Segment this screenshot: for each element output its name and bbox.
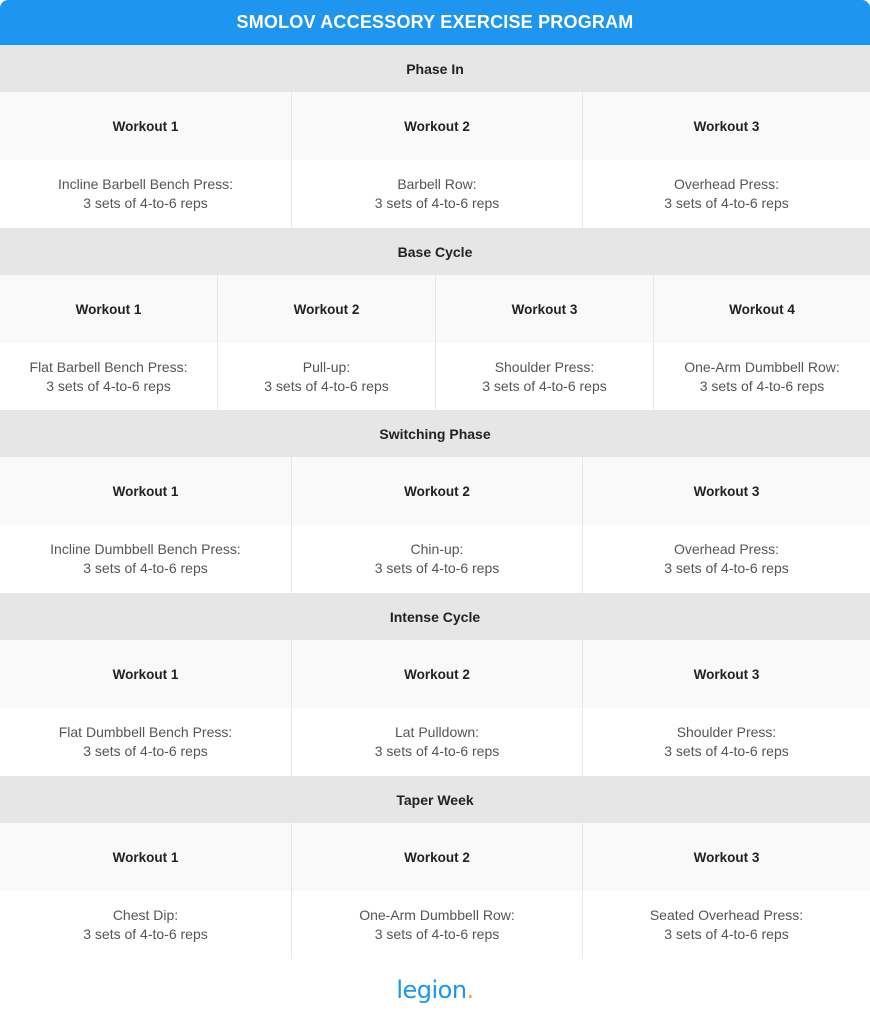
exercise-cell bbox=[217, 343, 435, 410]
exercise-name: Seated Overhead Press: bbox=[649, 907, 804, 923]
exercise-sets: 3 sets of 4-to-6 reps bbox=[699, 377, 825, 394]
workout-header-row bbox=[0, 457, 870, 525]
phase-section-phase-in bbox=[0, 45, 870, 228]
exercise-name: One-Arm Dumbbell Row: bbox=[684, 358, 840, 375]
exercise-sets: 3 sets of 4-to-6 reps bbox=[664, 195, 789, 211]
exercise-sets: 3 sets of 4-to-6 reps bbox=[374, 926, 500, 942]
exercise-sets: 3 sets of 4-to-6 reps bbox=[83, 560, 208, 576]
phase-header: Intense Cycle bbox=[0, 593, 870, 640]
logo-dot: . bbox=[466, 976, 474, 1004]
exercise-name: Shoulder Press: bbox=[676, 724, 777, 740]
phase-header: Base Cycle bbox=[0, 228, 870, 275]
exercise-cell bbox=[582, 160, 870, 228]
workout-label: Workout 3 bbox=[435, 275, 653, 343]
legion-logo bbox=[0, 973, 870, 1007]
exercise-sets: 3 sets of 4-to-6 reps bbox=[83, 195, 208, 211]
phase-section-base-cycle bbox=[0, 228, 870, 410]
workout-label: Workout 4 bbox=[653, 275, 870, 343]
exercise-name: Incline Dumbbell Bench Press: bbox=[50, 541, 241, 557]
exercise-cell bbox=[0, 525, 291, 593]
exercise-name: Flat Barbell Bench Press: bbox=[29, 358, 188, 375]
exercise-row bbox=[0, 525, 870, 593]
exercise-sets: 3 sets of 4-to-6 reps bbox=[83, 926, 208, 942]
workout-header-row bbox=[0, 823, 870, 891]
exercise-cell bbox=[653, 343, 870, 410]
workout-header-row bbox=[0, 275, 870, 343]
logo-text: legion bbox=[396, 976, 467, 1004]
workout-label: Workout 3 bbox=[582, 92, 870, 160]
exercise-cell bbox=[0, 708, 291, 776]
exercise-row bbox=[0, 160, 870, 228]
workout-label: Workout 1 bbox=[0, 275, 217, 343]
exercise-name: Overhead Press: bbox=[673, 541, 780, 557]
workout-label: Workout 3 bbox=[582, 640, 870, 708]
workout-label: Workout 1 bbox=[0, 823, 291, 891]
phase-header: Phase In bbox=[0, 45, 870, 92]
exercise-row bbox=[0, 343, 870, 410]
workout-header-row bbox=[0, 640, 870, 708]
exercise-name: Chin-up: bbox=[410, 541, 464, 557]
exercise-cell bbox=[582, 525, 870, 593]
exercise-name: Flat Dumbbell Bench Press: bbox=[58, 724, 233, 740]
exercise-sets: 3 sets of 4-to-6 reps bbox=[664, 926, 789, 942]
exercise-name: Incline Barbell Bench Press: bbox=[57, 176, 234, 192]
exercise-cell bbox=[291, 160, 582, 228]
workout-label: Workout 1 bbox=[0, 457, 291, 525]
exercise-cell bbox=[0, 891, 291, 959]
phase-header: Switching Phase bbox=[0, 410, 870, 457]
workout-header-row bbox=[0, 92, 870, 160]
exercise-name: Barbell Row: bbox=[397, 176, 477, 192]
exercise-sets: 3 sets of 4-to-6 reps bbox=[374, 743, 500, 759]
workout-label: Workout 2 bbox=[217, 275, 435, 343]
exercise-name: Overhead Press: bbox=[673, 176, 780, 192]
exercise-sets: 3 sets of 4-to-6 reps bbox=[482, 377, 607, 394]
page-title: SMOLOV ACCESSORY EXERCISE PROGRAM bbox=[0, 0, 870, 45]
exercise-sets: 3 sets of 4-to-6 reps bbox=[374, 195, 500, 211]
exercise-cell bbox=[291, 525, 582, 593]
exercise-cell bbox=[582, 891, 870, 959]
exercise-row bbox=[0, 708, 870, 776]
exercise-name: Shoulder Press: bbox=[494, 358, 595, 375]
workout-label: Workout 2 bbox=[291, 640, 582, 708]
exercise-sets: 3 sets of 4-to-6 reps bbox=[664, 743, 789, 759]
workout-label: Workout 3 bbox=[582, 823, 870, 891]
phase-header: Taper Week bbox=[0, 776, 870, 823]
exercise-cell bbox=[291, 891, 582, 959]
exercise-cell bbox=[582, 708, 870, 776]
exercise-cell bbox=[435, 343, 653, 410]
exercise-sets: 3 sets of 4-to-6 reps bbox=[46, 377, 171, 394]
phase-section-taper-week bbox=[0, 776, 870, 959]
exercise-sets: 3 sets of 4-to-6 reps bbox=[264, 377, 389, 394]
phase-section-switching-phase bbox=[0, 410, 870, 593]
exercise-sets: 3 sets of 4-to-6 reps bbox=[664, 560, 789, 576]
workout-label: Workout 1 bbox=[0, 92, 291, 160]
phase-section-intense-cycle bbox=[0, 593, 870, 776]
exercise-name: One-Arm Dumbbell Row: bbox=[359, 907, 515, 923]
exercise-sets: 3 sets of 4-to-6 reps bbox=[83, 743, 208, 759]
workout-label: Workout 3 bbox=[582, 457, 870, 525]
exercise-name: Chest Dip: bbox=[112, 907, 179, 923]
exercise-row bbox=[0, 891, 870, 959]
exercise-cell bbox=[0, 160, 291, 228]
workout-label: Workout 2 bbox=[291, 823, 582, 891]
exercise-cell bbox=[0, 343, 217, 410]
exercise-name: Lat Pulldown: bbox=[394, 724, 480, 740]
workout-label: Workout 2 bbox=[291, 457, 582, 525]
exercise-cell bbox=[291, 708, 582, 776]
exercise-name: Pull-up: bbox=[302, 358, 351, 375]
workout-label: Workout 1 bbox=[0, 640, 291, 708]
exercise-sets: 3 sets of 4-to-6 reps bbox=[374, 560, 500, 576]
workout-label: Workout 2 bbox=[291, 92, 582, 160]
